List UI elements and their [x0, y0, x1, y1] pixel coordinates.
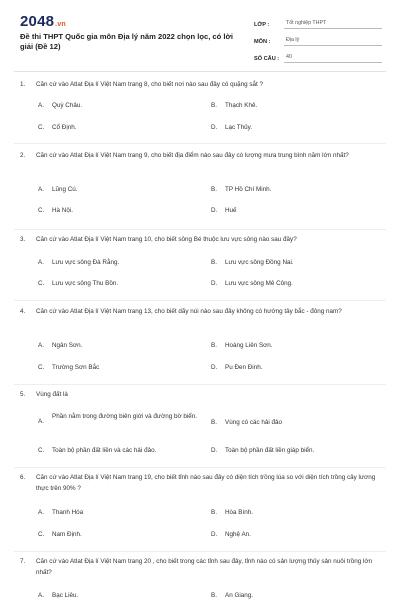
option-text: Thạch Khê. — [225, 102, 258, 109]
option-letter: D. — [211, 207, 218, 214]
option-letter: C. — [38, 447, 45, 454]
question-2 — [20, 151, 382, 214]
question-number: 2. — [20, 152, 26, 159]
option-list — [38, 185, 382, 225]
exam-meta — [254, 15, 382, 66]
option-b[interactable] — [211, 508, 361, 517]
question-number: 1. — [20, 81, 26, 88]
option-b[interactable] — [211, 341, 361, 350]
option-d[interactable] — [211, 530, 361, 539]
option-text: Phần nằm trong đường biên giới và đường bờ biển. — [52, 413, 198, 420]
question-divider — [14, 384, 386, 385]
question-number: 4. — [20, 308, 26, 315]
option-letter: B. — [211, 419, 217, 426]
question-text: Vùng đất là — [36, 391, 68, 398]
option-b[interactable] — [211, 418, 361, 427]
option-text: Bạc Liêu. — [52, 592, 79, 599]
question-text: Căn cứ vào Atlat Địa lí Việt Nam trang 13, cho biết dãy núi nào sau đây không có hướng tây bắc - đông nam? — [36, 308, 342, 315]
option-text: Toàn bộ phần đất liền giáp biển. — [225, 447, 315, 454]
meta-count-row — [254, 49, 382, 63]
option-text: Huế — [225, 207, 237, 214]
option-b[interactable] — [211, 591, 361, 600]
exam-title: Đề thi THPT Quốc gia môn Địa lý năm 2022 chọn lọc, có lời giải (Đề 12) — [20, 32, 234, 51]
meta-class-label: LỚP : — [254, 22, 270, 28]
option-text: Thanh Hóa — [52, 509, 84, 516]
question-stem — [20, 390, 382, 401]
question-stem — [20, 557, 382, 578]
option-c[interactable] — [38, 123, 188, 132]
option-text: Lưu vực sông Thu Bồn. — [52, 280, 119, 287]
question-number: 6. — [20, 474, 26, 481]
option-letter: C. — [38, 280, 45, 287]
question-divider — [14, 143, 386, 144]
option-text: Nam Định. — [52, 531, 82, 538]
meta-count-label: SỐ CÂU : — [254, 56, 280, 62]
option-letter: A. — [38, 509, 44, 516]
question-text: Căn cứ vào Atlat Địa lí Việt Nam trang 19, cho biết tỉnh nào sau đây có diện tích trồng lúa so với diện tích trồng cây lương thực trên 90% ? — [36, 474, 376, 492]
logo-main-text: 2048 — [20, 13, 55, 30]
option-text: Trường Sơn Bắc — [52, 364, 100, 371]
option-a[interactable] — [38, 341, 188, 350]
option-letter: A. — [38, 259, 44, 266]
option-text: Cổ Định. — [52, 124, 77, 131]
option-text: Hòa Bình. — [225, 509, 254, 516]
question-stem — [20, 307, 382, 318]
question-text: Căn cứ vào Atlat Địa lí Việt Nam trang 9, cho biết địa điểm nào sau đây có lượng mưa trung bình năm lớn nhất? — [36, 152, 349, 159]
header-divider — [14, 71, 386, 72]
option-b[interactable] — [211, 258, 361, 267]
meta-subject-label: MÔN : — [254, 39, 271, 45]
option-a[interactable] — [38, 412, 198, 427]
option-text: Vùng có các hải đảo — [225, 419, 283, 426]
option-letter: C. — [38, 531, 45, 538]
option-letter: C. — [38, 207, 45, 214]
option-list — [38, 591, 382, 600]
option-b[interactable] — [211, 185, 361, 194]
option-text: TP Hồ Chí Minh. — [225, 186, 272, 193]
option-c[interactable] — [38, 363, 188, 372]
question-1 — [20, 80, 382, 131]
question-number: 3. — [20, 236, 26, 243]
option-letter: C. — [38, 124, 45, 131]
option-text: Hoàng Liên Sơn. — [225, 342, 273, 349]
option-d[interactable] — [211, 279, 361, 288]
question-text: Căn cứ vào Atlat Địa lí Việt Nam trang 10, cho biết sông Bé thuộc lưu vực sông nào sau đây? — [36, 236, 297, 243]
question-text: Căn cứ vào Atlat Địa lí Việt Nam trang 8, cho biết nơi nào sau đây có quặng sắt ? — [36, 81, 264, 88]
question-stem — [20, 80, 382, 91]
option-list — [38, 410, 382, 460]
option-letter: A. — [38, 186, 44, 193]
option-letter: B. — [211, 259, 217, 266]
question-5 — [20, 390, 382, 454]
option-d[interactable] — [211, 363, 361, 372]
option-a[interactable] — [38, 101, 188, 110]
option-c[interactable] — [38, 446, 188, 455]
meta-subject-value: Địa lý — [284, 37, 382, 46]
question-6 — [20, 473, 382, 538]
option-text: Ngân Sơn. — [52, 342, 83, 349]
option-text: Nghệ An. — [225, 531, 251, 538]
option-letter: D. — [211, 124, 218, 131]
option-list — [38, 508, 382, 548]
option-list — [38, 341, 382, 381]
question-stem — [20, 235, 382, 246]
question-7 — [20, 557, 382, 599]
meta-class-value: Tốt nghiệp THPT — [284, 20, 382, 29]
option-letter: A. — [38, 102, 44, 109]
option-text: An Giang. — [225, 592, 254, 599]
option-text: Lũng Cú. — [52, 186, 78, 193]
option-letter: D. — [211, 447, 218, 454]
question-divider — [14, 300, 386, 301]
option-letter: D. — [211, 364, 218, 371]
option-c[interactable] — [38, 530, 188, 539]
option-d[interactable] — [211, 206, 361, 215]
question-text: Căn cứ vào Atlat Địa lí Việt Nam trang 20 , cho biết trong các tỉnh sau đây, tỉnh nào có sản lượng thủy sản nuôi trồng lớn nhất? — [36, 558, 373, 576]
option-d[interactable] — [211, 446, 381, 455]
option-c[interactable] — [38, 206, 188, 215]
option-letter: B. — [211, 186, 217, 193]
option-letter: A. — [38, 342, 44, 349]
option-text: Lưu vực sông Mê Công. — [225, 280, 293, 287]
option-text: Toàn bộ phần đất liền và các hải đảo. — [52, 447, 157, 454]
option-text: Lưu vực sông Đà Rằng. — [52, 259, 120, 266]
option-c[interactable] — [38, 279, 188, 288]
option-letter: B. — [211, 342, 217, 349]
meta-subject-row — [254, 32, 382, 46]
option-a[interactable] — [38, 508, 188, 517]
option-list — [38, 101, 382, 141]
question-divider — [14, 551, 386, 552]
option-a[interactable] — [38, 258, 188, 267]
option-a[interactable] — [38, 591, 188, 600]
option-letter: D. — [211, 531, 218, 538]
option-text: Lưu vực sông Đồng Nai. — [225, 259, 294, 266]
option-text: Quỳ Châu. — [52, 102, 83, 109]
question-divider — [14, 229, 386, 230]
option-letter: A. — [38, 592, 44, 599]
option-b[interactable] — [211, 101, 361, 110]
option-letter: B. — [211, 509, 217, 516]
question-4 — [20, 307, 382, 371]
question-divider — [14, 467, 386, 468]
question-3 — [20, 235, 382, 287]
option-letter: A. — [38, 418, 44, 425]
logo-suffix-text: .vn — [55, 21, 66, 28]
question-stem — [20, 473, 382, 494]
option-text: Pu Đen Đinh. — [225, 364, 263, 371]
option-text: Lạc Thủy. — [225, 124, 253, 131]
option-d[interactable] — [211, 123, 361, 132]
option-text: Hà Nội. — [52, 207, 73, 214]
option-letter: B. — [211, 102, 217, 109]
option-list — [38, 258, 382, 298]
meta-count-value: 40 — [284, 54, 382, 63]
question-number: 7. — [20, 558, 26, 565]
option-letter: C. — [38, 364, 45, 371]
question-number: 5. — [20, 391, 26, 398]
option-letter: D. — [211, 280, 218, 287]
option-a[interactable] — [38, 185, 188, 194]
option-letter: B. — [211, 592, 217, 599]
meta-class-row — [254, 15, 382, 29]
question-stem — [20, 151, 382, 162]
